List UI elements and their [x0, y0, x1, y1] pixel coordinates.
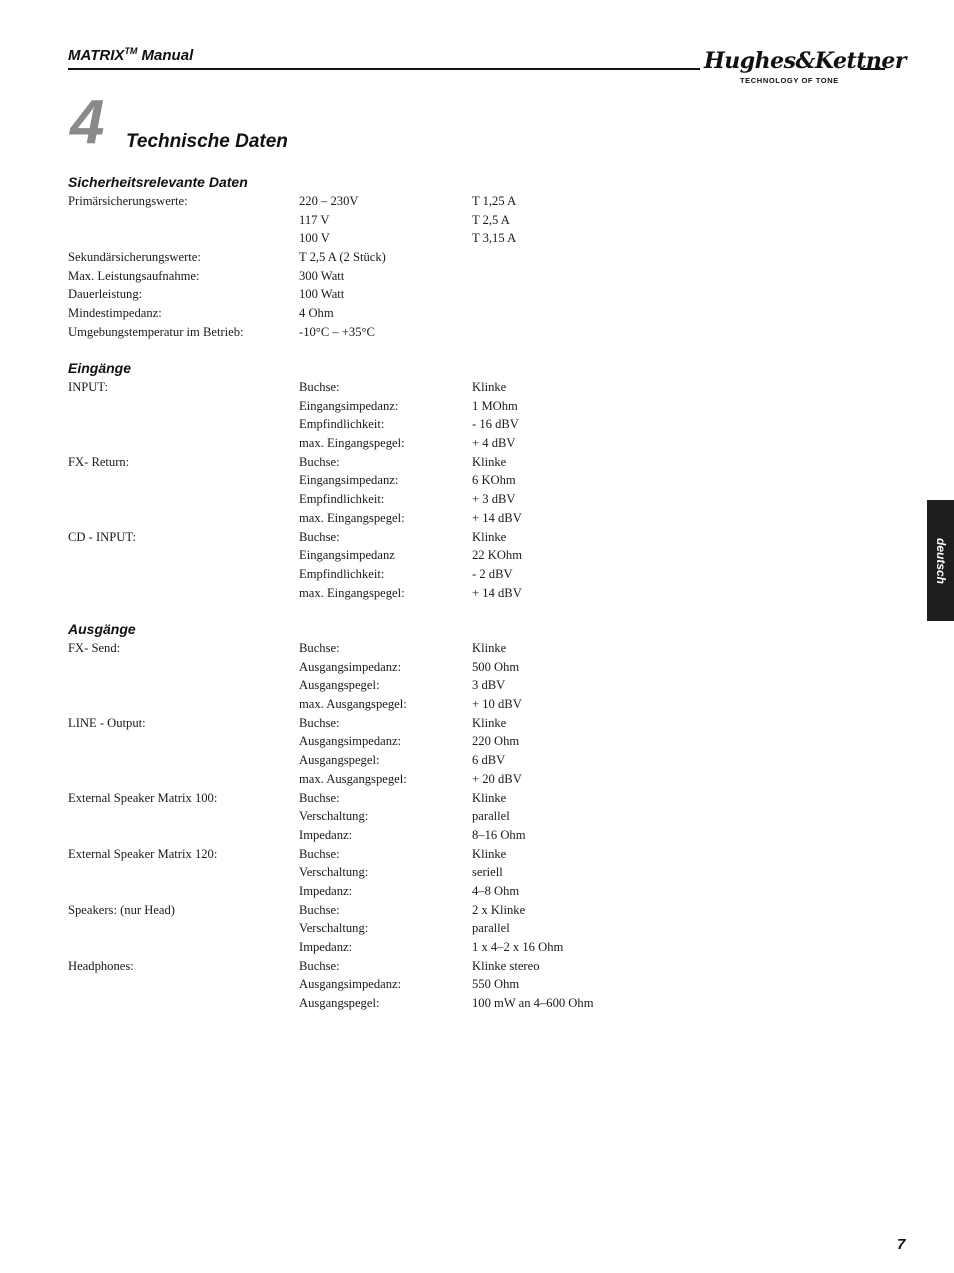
spec-item: INPUT: [68, 380, 108, 394]
spec-row [68, 323, 688, 342]
spec-parameter: Empfindlichkeit: [299, 417, 385, 432]
spec-item: Speakers: (nur Head) [68, 902, 176, 917]
spec-parameter: Buchse: [299, 715, 340, 730]
spec-value: Klinke [472, 790, 507, 805]
spec-value: + 14 dBV [472, 510, 522, 525]
spec-row [68, 639, 688, 658]
manual-label: Manual [137, 47, 194, 64]
spec-parameter: Buchse: [299, 641, 340, 655]
spec-parameter: Buchse: [299, 958, 340, 973]
section-heading: Sicherheitsrelevante Daten [68, 174, 248, 190]
spec-row [68, 957, 688, 976]
spec-value: + 14 dBV [472, 585, 522, 600]
spec-value: Klinke [472, 715, 507, 730]
spec-value: parallel [472, 809, 510, 824]
spec-parameter: max. Eingangspegel: [299, 510, 405, 525]
spec-value: - 2 dBV [472, 566, 513, 581]
spec-value: + 4 dBV [472, 436, 516, 451]
spec-parameter: 4 Ohm [299, 306, 334, 321]
spec-value: 3 dBV [472, 678, 506, 693]
spec-row [68, 509, 688, 528]
spec-row [68, 229, 688, 248]
spec-parameter: Verschaltung: [299, 865, 369, 880]
spec-row [68, 565, 688, 584]
spec-item: FX- Send: [68, 641, 121, 655]
spec-parameter: Ausgangspegel: [299, 753, 380, 768]
spec-row [68, 826, 688, 845]
spec-item: External Speaker Matrix 120: [68, 846, 218, 861]
spec-parameter: 220 – 230V [299, 194, 359, 208]
chapter-number: 4 [70, 88, 105, 157]
spec-row [68, 732, 688, 751]
spec-value: Klinke [472, 380, 507, 394]
spec-parameter: Ausgangspegel: [299, 678, 380, 693]
spec-row [68, 807, 688, 826]
spec-item: LINE - Output: [68, 715, 146, 730]
spec-row [68, 397, 688, 416]
spec-value: 100 mW an 4–600 Ohm [472, 996, 594, 1011]
language-tab-label: deutsch [933, 537, 948, 584]
spec-value: T 3,15 A [472, 231, 517, 246]
spec-value: Klinke [472, 846, 507, 861]
spec-row [68, 863, 688, 882]
spec-row [68, 471, 688, 490]
spec-value: 6 dBV [472, 753, 506, 768]
spec-value: 1 MOhm [472, 398, 518, 413]
spec-item: Max. Leistungsaufnahme: [68, 268, 200, 283]
spec-row [68, 192, 688, 211]
spec-parameter: Buchse: [299, 902, 340, 917]
spec-parameter: Buchse: [299, 529, 340, 544]
spec-value: Klinke [472, 454, 507, 469]
spec-parameter: Buchse: [299, 454, 340, 469]
language-tab[interactable] [927, 500, 954, 621]
spec-row [68, 415, 688, 434]
spec-value: 2 x Klinke [472, 902, 526, 917]
spec-item: Sekundärsicherungswerte: [68, 250, 201, 265]
spec-parameter: Eingangsimpedanz [299, 548, 395, 563]
spec-row [68, 528, 688, 547]
spec-value: Klinke stereo [472, 958, 540, 973]
spec-parameter: -10°C – +35°C [299, 324, 375, 339]
spec-value: - 16 dBV [472, 417, 519, 432]
spec-parameter: Verschaltung: [299, 921, 369, 936]
spec-row [68, 434, 688, 453]
spec-item: CD - INPUT: [68, 529, 136, 544]
spec-value: 8–16 Ohm [472, 827, 526, 842]
spec-row [68, 267, 688, 286]
spec-row [68, 695, 688, 714]
manual-title [68, 46, 193, 64]
spec-value: 550 Ohm [472, 977, 520, 992]
spec-row [68, 751, 688, 770]
brand-logo-tagline: TECHNOLOGY OF TONE [740, 76, 839, 85]
spec-row [68, 975, 688, 994]
spec-value: 22 KOhm [472, 548, 523, 563]
spec-value: 4–8 Ohm [472, 883, 520, 898]
spec-row [68, 994, 688, 1013]
spec-value: parallel [472, 921, 510, 936]
spec-value: 1 x 4–2 x 16 Ohm [472, 940, 564, 954]
spec-parameter: Impedanz: [299, 827, 353, 842]
spec-item: Mindestimpedanz: [68, 306, 162, 321]
spec-value: T 1,25 A [472, 194, 517, 208]
spec-parameter: Buchse: [299, 790, 340, 805]
brand-logo-wordmark: Hughes&Kettner [704, 48, 906, 74]
spec-value: T 2,5 A [472, 212, 510, 227]
spec-row [68, 248, 688, 267]
spec-parameter: Eingangsimpedanz: [299, 398, 399, 413]
section-heading: Ausgänge [68, 621, 136, 637]
spec-row [68, 882, 688, 901]
spec-parameter: max. Eingangspegel: [299, 585, 405, 600]
spec-parameter: Buchse: [299, 380, 340, 394]
trademark: TM [124, 46, 138, 56]
spec-row [68, 584, 688, 603]
chapter-title: Technische Daten [126, 131, 288, 152]
spec-row [68, 714, 688, 733]
spec-parameter: 300 Watt [299, 268, 345, 283]
spec-item: External Speaker Matrix 100: [68, 790, 218, 805]
spec-item: Headphones: [68, 958, 134, 973]
section-inputs [68, 359, 688, 602]
spec-row [68, 546, 688, 565]
spec-row [68, 919, 688, 938]
spec-row [68, 211, 688, 230]
spec-row [68, 658, 688, 677]
spec-row [68, 938, 688, 957]
spec-row [68, 770, 688, 789]
spec-row [68, 901, 688, 920]
spec-item: Umgebungstemperatur im Betrieb: [68, 324, 244, 339]
spec-parameter: 100 V [299, 231, 330, 246]
spec-value: + 20 dBV [472, 771, 522, 786]
spec-row [68, 845, 688, 864]
spec-parameter: Empfindlichkeit: [299, 492, 385, 507]
spec-parameter: Ausgangspegel: [299, 996, 380, 1011]
spec-row [68, 490, 688, 509]
product-name: MATRIX [68, 47, 125, 64]
spec-value: Klinke [472, 641, 507, 655]
spec-row [68, 676, 688, 695]
spec-parameter: Ausgangsimpedanz: [299, 977, 402, 992]
spec-row [68, 789, 688, 808]
spec-item: Dauerleistung: [68, 287, 143, 302]
header-rule [68, 68, 700, 70]
spec-value: seriell [472, 865, 503, 880]
spec-parameter: Ausgangsimpedanz: [299, 734, 402, 749]
spec-value: 220 Ohm [472, 734, 520, 749]
spec-parameter: Eingangsimpedanz: [299, 473, 399, 488]
spec-value: + 10 dBV [472, 697, 522, 712]
page-number: 7 [897, 1236, 906, 1253]
spec-row [68, 378, 688, 397]
spec-parameter: Empfindlichkeit: [299, 566, 385, 581]
spec-parameter: Impedanz: [299, 940, 353, 954]
spec-parameter: Ausgangsimpedanz: [299, 659, 402, 674]
spec-parameter: max. Eingangspegel: [299, 436, 405, 451]
spec-parameter: Impedanz: [299, 883, 353, 898]
spec-value: + 3 dBV [472, 492, 516, 507]
spec-parameter: 100 Watt [299, 287, 345, 302]
spec-parameter: T 2,5 A (2 Stück) [299, 250, 386, 265]
spec-row [68, 453, 688, 472]
section-safety [68, 173, 688, 342]
section-heading: Eingänge [68, 360, 132, 376]
spec-parameter: max. Ausgangspegel: [299, 697, 407, 712]
spec-parameter: max. Ausgangspegel: [299, 771, 407, 786]
spec-parameter: Buchse: [299, 846, 340, 861]
spec-value: Klinke [472, 529, 507, 544]
spec-value: 500 Ohm [472, 659, 520, 674]
spec-value: 6 KOhm [472, 473, 516, 488]
spec-item: FX- Return: [68, 454, 130, 469]
spec-row [68, 304, 688, 323]
spec-parameter: Verschaltung: [299, 809, 369, 824]
spec-row [68, 285, 688, 304]
section-outputs [68, 620, 688, 1013]
brand-logo [700, 48, 906, 90]
spec-item: Primärsicherungswerte: [68, 194, 188, 208]
spec-parameter: 117 V [299, 212, 330, 227]
